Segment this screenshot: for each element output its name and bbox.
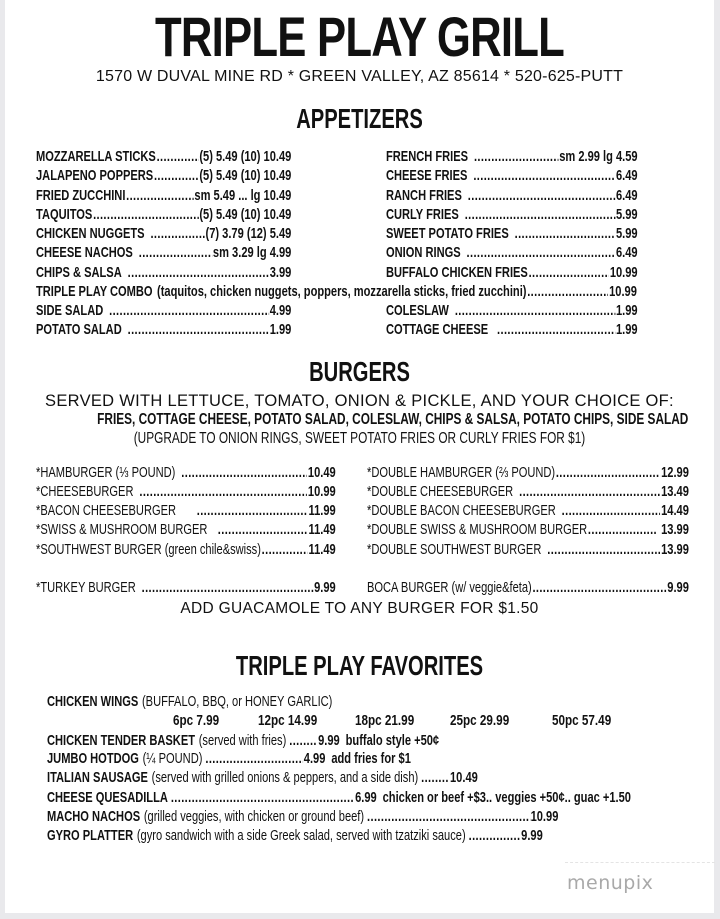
wing-size-prices bbox=[5, 712, 714, 732]
item-name: BUFFALO CHICKEN FRIES bbox=[386, 264, 528, 281]
item-price: 4.99 bbox=[269, 302, 292, 319]
item-description: (taquitos, chicken nuggets, poppers, mozzarella sticks, fried zucchini) bbox=[157, 283, 527, 300]
menu-item bbox=[47, 808, 639, 826]
item-name: JUMBO HOTDOG bbox=[47, 750, 139, 767]
menu-item bbox=[36, 321, 291, 339]
item-price: 14.49 bbox=[661, 502, 689, 519]
menu-item bbox=[386, 302, 638, 320]
item-description: (gyro sandwich with a side Greek salad, served with tzatziki sauce) bbox=[136, 827, 466, 844]
wing-size-price: 50pc 57.49 bbox=[552, 712, 612, 729]
leader-dots bbox=[473, 167, 615, 185]
item-price: 1.99 bbox=[615, 302, 638, 319]
item-price: (5) 5.49 (10) 10.49 bbox=[199, 148, 292, 165]
menu-item bbox=[47, 732, 565, 750]
leader-dots bbox=[588, 521, 657, 539]
menu-item bbox=[36, 464, 336, 482]
leader-dots bbox=[181, 464, 307, 482]
item-description: (served with fries) bbox=[198, 732, 287, 749]
menu-item bbox=[47, 750, 565, 768]
item-name: CURLY FRIES bbox=[386, 206, 459, 223]
menu-item bbox=[386, 264, 638, 282]
leader-dots bbox=[367, 808, 530, 826]
wing-size-price: 25pc 29.99 bbox=[450, 712, 510, 729]
item-description: (served with grilled onions & peppers, and a side dish) bbox=[151, 769, 419, 786]
menu-item bbox=[36, 148, 291, 166]
menu-item bbox=[36, 225, 291, 243]
item-price: sm 2.99 lg 4.59 bbox=[559, 148, 638, 165]
menu-page bbox=[5, 0, 714, 913]
menu-item bbox=[386, 244, 638, 262]
leader-dots bbox=[139, 244, 212, 262]
leader-dots bbox=[128, 264, 269, 282]
item-name: ONION RINGS bbox=[386, 244, 461, 261]
leader-dots bbox=[467, 244, 616, 262]
item-price: 9.99 bbox=[667, 579, 689, 596]
menu-item bbox=[47, 769, 565, 787]
burgers-served-with: SERVED WITH LETTUCE, TOMATO, ONION & PICKLE, AND YOUR CHOICE OF: bbox=[45, 392, 674, 410]
menu-item bbox=[36, 483, 336, 501]
item-price: 11.49 bbox=[308, 521, 336, 538]
guacamole-note: ADD GUACAMOLE TO ANY BURGER FOR $1.50 bbox=[180, 600, 539, 617]
item-price: 10.99 bbox=[307, 483, 336, 500]
leader-dots bbox=[150, 225, 204, 243]
leader-dots bbox=[218, 521, 308, 539]
item-price: 11.49 bbox=[308, 541, 336, 558]
item-name: RANCH FRIES bbox=[386, 187, 462, 204]
item-price: (7) 3.79 (12) 5.49 bbox=[205, 225, 292, 242]
leader-dots bbox=[455, 302, 615, 320]
menu-item bbox=[36, 187, 291, 205]
item-price: 10.99 bbox=[609, 283, 637, 300]
item-name: *DOUBLE SWISS & MUSHROOM BURGER bbox=[367, 521, 588, 538]
menu-item bbox=[367, 521, 689, 539]
menu-item bbox=[36, 302, 291, 320]
menu-item bbox=[367, 464, 689, 482]
menu-item bbox=[386, 206, 638, 224]
menu-item bbox=[36, 541, 336, 559]
menu-item bbox=[47, 827, 639, 845]
item-name: TAQUITOS bbox=[36, 206, 93, 223]
menu-item bbox=[367, 483, 689, 501]
item-extra: add fries for $1 bbox=[331, 750, 411, 767]
item-name: SWEET POTATO FRIES bbox=[386, 225, 509, 242]
item-name: *DOUBLE HAMBURGER (⅔ POUND) bbox=[367, 464, 556, 481]
item-name: ITALIAN SAUSAGE bbox=[47, 769, 148, 786]
menu-item bbox=[386, 187, 638, 205]
item-description: (BUFFALO, BBQ, or HONEY GARLIC) bbox=[141, 693, 333, 710]
menu-item bbox=[386, 167, 638, 185]
item-price: 4.99 bbox=[303, 750, 326, 767]
wing-size-price: 18pc 21.99 bbox=[355, 712, 415, 729]
item-name: COLESLAW bbox=[386, 302, 449, 319]
item-price: 10.99 bbox=[609, 264, 638, 281]
leader-dots bbox=[421, 769, 449, 787]
leader-dots bbox=[109, 302, 269, 320]
wing-size-price: 6pc 7.99 bbox=[173, 712, 220, 729]
section-heading-burgers: BURGERS bbox=[309, 356, 410, 387]
item-name: *CHEESEBURGER bbox=[36, 483, 134, 500]
item-extra: chicken or beef +$3.. veggies +50¢.. guac +1.50 bbox=[382, 789, 631, 806]
item-name: CHICKEN TENDER BASKET bbox=[47, 732, 196, 749]
wing-size-price: 12pc 14.99 bbox=[258, 712, 318, 729]
item-price: 1.99 bbox=[615, 321, 638, 338]
item-name: FRENCH FRIES bbox=[386, 148, 469, 165]
item-name: CHICKEN NUGGETS bbox=[36, 225, 145, 242]
menu-item-combo bbox=[36, 283, 637, 301]
leader-dots bbox=[515, 225, 616, 243]
menu-item bbox=[36, 521, 336, 539]
item-price: 6.99 bbox=[355, 789, 377, 806]
item-price: 9.99 bbox=[318, 732, 340, 749]
leader-dots bbox=[205, 750, 303, 768]
leader-dots bbox=[468, 187, 615, 205]
section-heading-appetizers: APPETIZERS bbox=[296, 103, 423, 134]
item-extra: buffalo style +50¢ bbox=[345, 732, 440, 749]
menu-item bbox=[36, 206, 291, 224]
item-price: (5) 5.49 (10) 10.49 bbox=[199, 167, 292, 184]
item-price: 9.99 bbox=[521, 827, 543, 844]
item-name: CHEESE QUESADILLA bbox=[47, 789, 168, 806]
menu-item-chicken-wings bbox=[47, 693, 491, 711]
item-name: BOCA BURGER (w/ veggie&feta) bbox=[367, 579, 532, 596]
item-name: JALAPENO POPPERS bbox=[36, 167, 154, 184]
leader-dots bbox=[171, 789, 355, 807]
item-description: (grilled veggies, with chicken or ground beef) bbox=[143, 808, 365, 825]
menu-item bbox=[386, 225, 638, 243]
item-name: CHEESE FRIES bbox=[386, 167, 468, 184]
leader-dots bbox=[529, 264, 609, 282]
leader-dots bbox=[465, 206, 616, 224]
leader-dots bbox=[142, 579, 314, 597]
item-price: 6.49 bbox=[615, 167, 638, 184]
menu-item-turkey-burger bbox=[36, 579, 336, 597]
leader-dots bbox=[497, 321, 615, 339]
item-name: *BACON CHEESEBURGER bbox=[36, 502, 177, 519]
item-description: (¼ POUND) bbox=[142, 750, 203, 767]
item-name: *DOUBLE SOUTHWEST BURGER bbox=[367, 541, 542, 558]
item-name: MOZZARELLA STICKS bbox=[36, 148, 156, 165]
item-price: 6.49 bbox=[615, 244, 638, 261]
section-heading-favorites: TRIPLE PLAY FAVORITES bbox=[235, 650, 484, 681]
item-price: 13.99 bbox=[661, 541, 689, 558]
leader-dots bbox=[527, 283, 608, 301]
item-name: *DOUBLE CHEESEBURGER bbox=[367, 483, 514, 500]
item-name: FRIED ZUCCHINI bbox=[36, 187, 126, 204]
menu-item bbox=[47, 789, 713, 807]
leader-dots bbox=[556, 464, 661, 482]
item-name: *HAMBURGER (⅓ POUND) bbox=[36, 464, 176, 481]
item-name: *DOUBLE BACON CHEESEBURGER bbox=[367, 502, 556, 519]
item-name: POTATO SALAD bbox=[36, 321, 122, 338]
item-price: (5) 5.49 (10) 10.49 bbox=[199, 206, 292, 223]
item-name: COTTAGE CHEESE bbox=[386, 321, 489, 338]
leader-dots bbox=[547, 541, 660, 559]
restaurant-title: TRIPLE PLAY GRILL bbox=[154, 5, 565, 68]
leader-dots bbox=[93, 206, 199, 224]
item-price: 10.49 bbox=[307, 464, 336, 481]
menu-item bbox=[36, 167, 291, 185]
burgers-upgrade-note: (UPGRADE TO ONION RINGS, SWEET POTATO FRIES OR CURLY FRIES FOR $1) bbox=[133, 430, 586, 447]
watermark-logo: menupix bbox=[567, 872, 654, 894]
item-price: 11.99 bbox=[308, 502, 336, 519]
menu-item bbox=[367, 541, 689, 559]
item-name: SIDE SALAD bbox=[36, 302, 104, 319]
item-price: 10.99 bbox=[530, 808, 559, 825]
leader-dots bbox=[474, 148, 559, 166]
item-price: 1.99 bbox=[269, 321, 292, 338]
item-price: 12.99 bbox=[661, 464, 689, 481]
item-price: 13.99 bbox=[661, 521, 689, 538]
leader-dots bbox=[532, 579, 666, 597]
leader-dots bbox=[139, 483, 307, 501]
watermark-divider bbox=[565, 862, 715, 863]
menu-item bbox=[386, 148, 638, 166]
item-name: CHICKEN WINGS bbox=[47, 693, 139, 710]
restaurant-address: 1570 W DUVAL MINE RD * GREEN VALLEY, AZ 85614 * 520-625-PUTT bbox=[95, 68, 624, 85]
item-price: 9.99 bbox=[314, 579, 336, 596]
item-price: 5.99 bbox=[615, 206, 638, 223]
menu-item bbox=[386, 321, 638, 339]
item-price: sm 3.29 lg 4.99 bbox=[212, 244, 292, 261]
menu-item bbox=[36, 264, 291, 282]
leader-dots bbox=[197, 502, 308, 520]
item-price: 5.99 bbox=[615, 225, 638, 242]
leader-dots bbox=[289, 732, 317, 750]
item-name: *SWISS & MUSHROOM BURGER bbox=[36, 521, 208, 538]
item-name: CHIPS & SALSA bbox=[36, 264, 122, 281]
burgers-side-choices: FRIES, COTTAGE CHEESE, POTATO SALAD, COLESLAW, CHIPS & SALSA, POTATO CHIPS, SIDE SALAD bbox=[97, 411, 689, 428]
menu-item bbox=[36, 244, 291, 262]
item-name: GYRO PLATTER bbox=[47, 827, 134, 844]
leader-dots bbox=[519, 483, 660, 501]
item-name: MACHO NACHOS bbox=[47, 808, 141, 825]
item-name: CHEESE NACHOS bbox=[36, 244, 133, 261]
item-price: 6.49 bbox=[615, 187, 638, 204]
item-name: *SOUTHWEST BURGER (green chile&swiss) bbox=[36, 541, 261, 558]
leader-dots bbox=[126, 187, 194, 205]
item-name: *TURKEY BURGER bbox=[36, 579, 136, 596]
leader-dots bbox=[562, 502, 661, 520]
leader-dots bbox=[262, 541, 308, 559]
item-price: 3.99 bbox=[269, 264, 292, 281]
leader-dots bbox=[128, 321, 269, 339]
item-price: 10.49 bbox=[450, 769, 478, 786]
leader-dots bbox=[157, 148, 199, 166]
item-name: TRIPLE PLAY COMBO bbox=[36, 283, 153, 300]
menu-item bbox=[367, 502, 689, 520]
menu-item bbox=[36, 502, 336, 520]
item-price: 13.49 bbox=[661, 483, 689, 500]
leader-dots bbox=[154, 167, 199, 185]
leader-dots bbox=[469, 827, 521, 845]
menu-item-boca-burger bbox=[367, 579, 689, 597]
item-price: sm 5.49 ... lg 10.49 bbox=[194, 187, 292, 204]
